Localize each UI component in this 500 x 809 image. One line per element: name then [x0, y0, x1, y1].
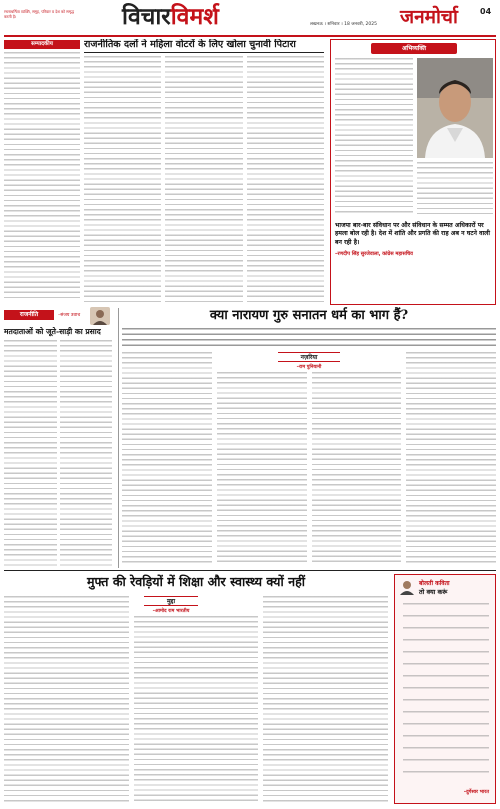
poem-author: –दुर्गेश्वर भारत — [463, 790, 489, 795]
quote-text-columns — [417, 162, 493, 214]
lead-headline: राजनीतिक दलों ने महिला वोटरों के लिए खोला चुनावी पिटारा — [84, 39, 296, 50]
lead-rule — [84, 52, 324, 53]
portrait-photo — [417, 58, 493, 158]
rajneeti-column — [4, 340, 57, 568]
page-number: 04 — [480, 7, 492, 16]
feature-author: –राम पुनियानी — [296, 365, 322, 370]
feature-body — [122, 352, 496, 564]
quote-highlight — [335, 222, 491, 300]
quote-text: भाजपा बार-बार संविधान पर और संविधान के सम्मत अधिकारों पर हमला बोल रही है। देश में शांति और प्रगति की राह अब न घटने वाली बन रही है। — [335, 222, 490, 246]
masthead — [4, 3, 496, 33]
mudda-label: मुद्दा — [144, 596, 198, 606]
mudda-author: –आमोद राम भारतीय — [152, 609, 190, 614]
lead-column — [247, 56, 324, 302]
mudda-rule — [4, 570, 496, 571]
feature-column — [217, 372, 307, 564]
quote-section-label: अभिव्यक्ति — [371, 43, 457, 54]
mudda-body — [4, 596, 388, 804]
mudda-headline: मुफ्त की रेवड़ियों में शिक्षा और स्वास्थ्य क्यों नहीं — [86, 574, 306, 589]
masthead-brand — [122, 4, 219, 30]
rajneeti-byline: –संजय उवाच — [58, 313, 81, 318]
poem-avatar-icon — [399, 579, 415, 595]
poem-icon — [399, 579, 415, 595]
poem-section: बोलती कविता — [419, 580, 450, 587]
rajneeti-label: राजनीति — [4, 310, 54, 320]
feature-intro — [122, 328, 496, 348]
quote-text-columns — [335, 58, 413, 214]
mudda-column — [134, 616, 259, 804]
poem-lines — [403, 603, 489, 783]
lead-body — [84, 56, 324, 302]
poem-box — [394, 574, 496, 804]
mudda-column — [4, 596, 129, 804]
masthead-edition: लखनऊ । शनिवार । 18 जनवरी, 2025 — [310, 22, 377, 27]
rajneeti-headline: मतदाताओं को जूते-साड़ी का प्रसाद — [4, 327, 101, 336]
poem-title: तो क्या करूं — [419, 588, 448, 596]
lead-column — [165, 56, 242, 302]
portrait-photo-icon — [417, 58, 493, 158]
masthead-tagline: रचनाधर्मिता व्यक्ति, समूह, परिवार व देश को समृद्ध करती है। — [4, 9, 75, 19]
feature-column — [122, 352, 212, 564]
quote-box — [330, 39, 496, 305]
paper-name: जनमोर्चा — [400, 6, 458, 28]
rajneeti-text — [4, 340, 112, 568]
feature-headline: क्या नारायण गुरु सनातन धर्म का भाग हैं? — [209, 308, 409, 323]
feature-column — [312, 372, 402, 564]
editorial-text — [4, 52, 80, 302]
editorial-label: सम्पादकीय — [4, 40, 80, 49]
brand-part-1: विचार — [122, 3, 171, 30]
lead-column — [84, 56, 161, 302]
feature-divider — [118, 308, 119, 568]
masthead-rule — [4, 35, 496, 37]
rajneeti-column — [60, 340, 113, 568]
reporter-avatar — [90, 307, 110, 325]
quote-attribution: –रणदीप सिंह सुरजेवाला, कांग्रेस महासचिव — [335, 251, 413, 258]
reporter-avatar-icon — [90, 307, 110, 325]
feature-column — [406, 352, 496, 564]
feature-label: नज़रिया — [278, 352, 340, 362]
brand-part-2: विमर्श — [170, 3, 219, 30]
mudda-column — [263, 596, 388, 804]
